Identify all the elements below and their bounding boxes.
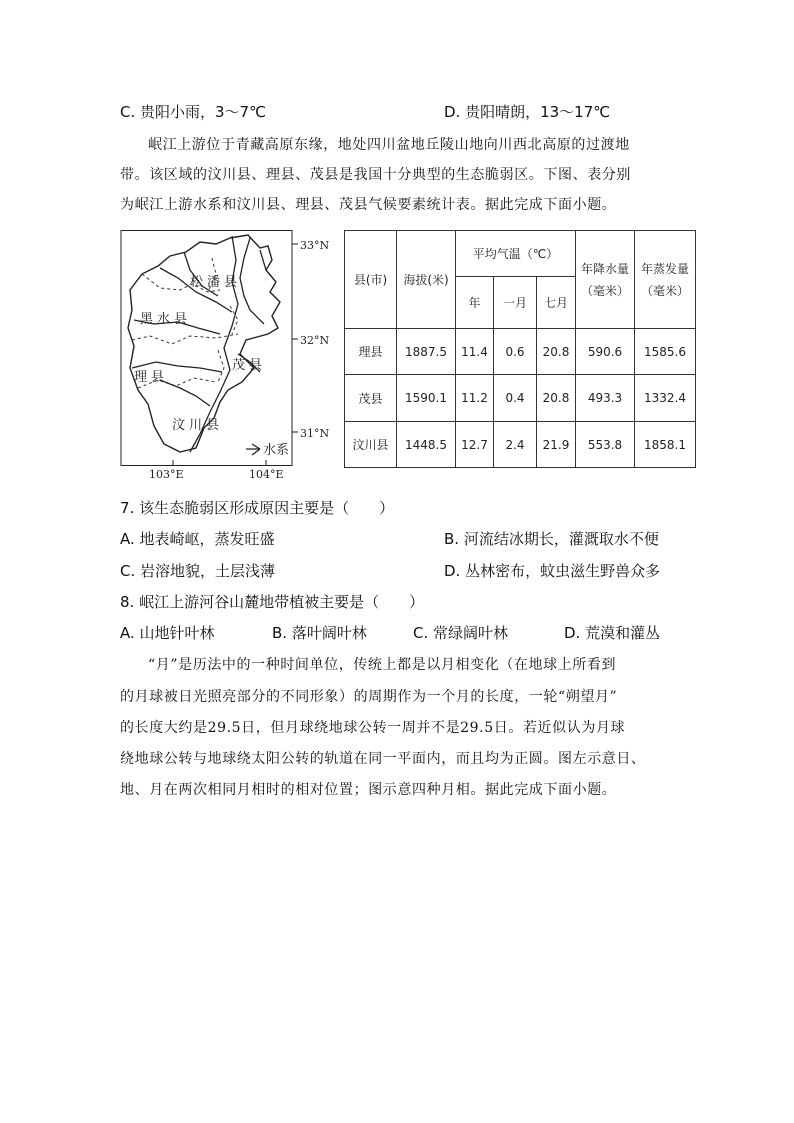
cell-year: 11.4 — [456, 329, 494, 375]
intro-line-3: 为岷江上游水系和汶川县、理县、茂县气候要素统计表。据此完成下面小题。 — [120, 197, 617, 213]
moon-line-1: “月”是历法中的一种时间单位，传统上都是以月相变化（在地球上所看到 — [148, 657, 617, 673]
th-jan: 一月 — [494, 277, 537, 329]
cell-county: 汶川县 — [345, 422, 397, 468]
intro-line-2: 带。该区域的汶川县、理县、茂县是我国十分典型的生态脆弱区。下图、表分别 — [120, 167, 631, 183]
cell-altitude: 1590.1 — [397, 375, 456, 422]
moon-line-2: 的月球被日光照亮部分的不同形象）的周期作为一个月的长度，一轮“朔望月” — [120, 689, 618, 705]
q7-option-c[interactable]: C. 岩溶地貌，土层浅薄 — [120, 562, 276, 580]
lon-label-104: 104°E — [249, 468, 284, 481]
moon-line-4: 绕地球公转与地球绕太阳公转的轨道在同一平面内，而且均为正圆。图左示意日、 — [120, 751, 646, 767]
climate-table — [344, 230, 696, 468]
q8-option-c[interactable]: C. 常绿阔叶林 — [413, 624, 509, 642]
lat-label-31: 31°N — [300, 427, 330, 440]
cell-evap: 1858.1 — [635, 422, 696, 468]
cell-county: 茂县 — [345, 375, 397, 422]
minjiang-river-map — [120, 230, 346, 466]
label-lixian: 理县 — [134, 370, 169, 385]
cell-precip: 590.6 — [576, 329, 635, 375]
label-maoxian: 茂县 — [232, 358, 267, 373]
intro-line-1: 岷江上游位于青藏高原东缘，地处四川盆地丘陵山地向川西北高原的过渡地 — [148, 137, 630, 153]
q7-option-d[interactable]: D. 丛林密布，蚊虫滋生野兽众多 — [444, 562, 661, 580]
cell-precip: 553.8 — [576, 422, 635, 468]
q7-option-a[interactable]: A. 地表崎岖，蒸发旺盛 — [120, 530, 275, 548]
cell-jul: 20.8 — [537, 329, 576, 375]
cell-county: 理县 — [345, 329, 397, 375]
cell-evap: 1585.6 — [635, 329, 696, 375]
legend-label: 水系 — [263, 443, 290, 458]
q7-option-b[interactable]: B. 河流结冰期长，灌溉取水不便 — [444, 530, 659, 548]
q8-option-a[interactable]: A. 山地针叶林 — [120, 624, 215, 642]
lon-label-103: 103°E — [149, 468, 184, 481]
q8-option-b[interactable]: B. 落叶阔叶林 — [272, 624, 367, 642]
cell-evap: 1332.4 — [635, 375, 696, 422]
table-row — [345, 422, 696, 468]
th-evap: 年蒸发量（毫米） — [635, 231, 696, 329]
cell-altitude: 1448.5 — [397, 422, 456, 468]
th-jul: 七月 — [537, 277, 576, 329]
q8-option-d[interactable]: D. 荒漠和灌丛 — [564, 624, 661, 642]
cell-year: 12.7 — [456, 422, 494, 468]
legend-river-icon — [246, 444, 260, 455]
cell-jan: 2.4 — [494, 422, 537, 468]
lat-label-32: 32°N — [300, 334, 330, 347]
cell-year: 11.2 — [456, 375, 494, 422]
th-year: 年 — [456, 277, 494, 329]
table-row — [345, 329, 696, 375]
moon-line-5: 地、月在两次相同月相时的相对位置；图示意四种月相。据此完成下面小题。 — [120, 782, 617, 798]
cell-jan: 0.6 — [494, 329, 537, 375]
cell-precip: 493.3 — [576, 375, 635, 422]
label-heishui: 黑水县 — [140, 312, 192, 327]
th-precip: 年降水量（毫米） — [576, 231, 635, 329]
lat-label-33: 33°N — [300, 239, 330, 252]
prev-option-d: D. 贵阳晴朗，13～17℃ — [444, 103, 611, 121]
prev-option-c: C. 贵阳小雨，3～7℃ — [120, 103, 266, 121]
q7-stem: 7. 该生态脆弱区形成原因主要是（ ） — [120, 499, 395, 517]
th-avg-temp: 平均气温（℃） — [456, 231, 576, 277]
cell-jul: 21.9 — [537, 422, 576, 468]
label-wenchuan: 汶川县 — [172, 418, 224, 433]
cell-altitude: 1887.5 — [397, 329, 456, 375]
cell-jan: 0.4 — [494, 375, 537, 422]
label-songpan: 松潘县 — [190, 275, 242, 290]
th-altitude: 海拔(米) — [397, 231, 456, 329]
cell-jul: 20.8 — [537, 375, 576, 422]
q8-stem: 8. 岷江上游河谷山麓地带植被主要是（ ） — [120, 593, 425, 611]
th-county: 县(市) — [345, 231, 397, 329]
table-row — [345, 375, 696, 422]
moon-line-3: 的长度大约是29.5日，但月球绕地球公转一周并不是29.5日。若近似认为月球 — [120, 720, 626, 736]
